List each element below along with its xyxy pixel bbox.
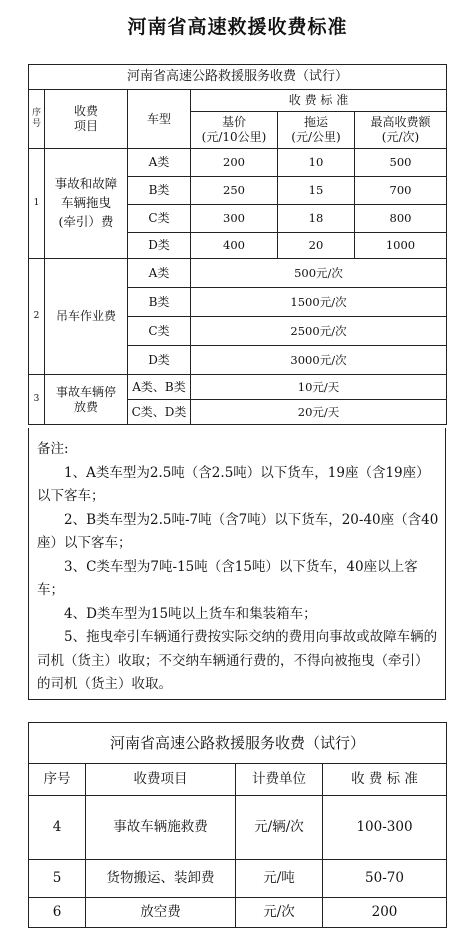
vehicle-type: B类 — [128, 177, 191, 205]
notes-section — [28, 428, 446, 700]
header-vehicle-type: 车型 — [128, 90, 191, 149]
row-no: 5 — [29, 860, 86, 898]
max-fee: 1000 — [355, 233, 447, 259]
header-item-line: 项目 — [73, 119, 98, 133]
row-fee: 100-300 — [323, 796, 447, 860]
towing-price: 20 — [278, 233, 355, 259]
row-unit: 元/次 — [236, 898, 323, 928]
crane-fee: 1500元/次 — [191, 288, 447, 317]
header-item — [45, 90, 128, 149]
max-fee: 700 — [355, 177, 447, 205]
header-unit: 计费单位 — [236, 764, 323, 796]
header-base-price — [191, 112, 278, 149]
notes-heading: 备注: — [37, 441, 69, 457]
row-no: 2 — [29, 259, 45, 375]
row-item: 货物搬运、装卸费 — [86, 860, 236, 898]
note-item: 3、C类车型为7吨-15吨（含15吨）以下货车，40座以上客车； — [37, 558, 418, 598]
fee-table-2 — [28, 722, 447, 928]
base-price: 250 — [191, 177, 278, 205]
table-row — [29, 375, 447, 400]
vehicle-type: A类 — [128, 259, 191, 288]
vehicle-type: A类 — [128, 149, 191, 177]
parking-fee: 10元/天 — [191, 375, 447, 400]
vehicle-type: D类 — [128, 346, 191, 375]
vehicle-type: C类 — [128, 317, 191, 346]
item-line: (牵引）费 — [58, 213, 114, 229]
header-fee-standard: 收 费 标 准 — [191, 90, 447, 112]
parking-fee: 20元/天 — [191, 400, 447, 425]
header-line: (元/次) — [381, 130, 420, 144]
table1-caption: 河南省高速公路救援服务收费（试行） — [29, 65, 447, 90]
vehicle-type: C类、D类 — [128, 400, 191, 425]
item-line: 事故车辆停 — [55, 384, 116, 399]
header-line: (元/10公里) — [201, 130, 267, 144]
crane-fee: 3000元/次 — [191, 346, 447, 375]
row-item: 吊车作业费 — [45, 259, 128, 375]
fee-table-1 — [28, 64, 447, 425]
table-row — [29, 259, 447, 288]
header-max-fee — [355, 112, 447, 149]
header-item: 收费项目 — [86, 764, 236, 796]
towing-price: 18 — [278, 205, 355, 233]
vehicle-type: B类 — [128, 288, 191, 317]
row-fee: 200 — [323, 898, 447, 928]
table-row — [29, 149, 447, 177]
header-line: 最高收费额 — [370, 115, 431, 129]
header-line: 拖运 — [303, 115, 328, 129]
max-fee: 800 — [355, 205, 447, 233]
crane-fee: 500元/次 — [191, 259, 447, 288]
header-no: 序号 — [29, 90, 45, 149]
base-price: 300 — [191, 205, 278, 233]
vehicle-type: D类 — [128, 233, 191, 259]
towing-price: 10 — [278, 149, 355, 177]
row-no: 4 — [29, 796, 86, 860]
note-item: 4、D类车型为15吨以上货车和集装箱车； — [64, 605, 317, 622]
row-unit: 元/辆/次 — [236, 796, 323, 860]
header-towing — [278, 112, 355, 149]
base-price: 400 — [191, 233, 278, 259]
row-fee: 50-70 — [323, 860, 447, 898]
header-line: 基价 — [221, 115, 246, 129]
item-line: 事故和故障 — [54, 176, 118, 192]
vehicle-type: C类 — [128, 205, 191, 233]
row-unit: 元/吨 — [236, 860, 323, 898]
note-item: 1、A类车型为2.5吨（含2.5吨）以下货车，19座（含19座）以下客车； — [37, 464, 430, 504]
header-line: (元/公里) — [291, 130, 341, 144]
page-title: 河南省高速救援收费标准 — [127, 16, 348, 38]
base-price: 200 — [191, 149, 278, 177]
row-item: 放空费 — [86, 898, 236, 928]
row-item — [45, 149, 128, 259]
row-item — [45, 375, 128, 425]
item-line: 放费 — [73, 399, 98, 414]
header-fee-standard: 收 费 标 准 — [323, 764, 447, 796]
note-item: 5、拖曳牵引车辆通行费按实际交纳的费用向事故或故障车辆的司机（货主）收取；不交纳车辆通行费的，不得向被拖曳（牵引）的司机（货主）收取。 — [37, 629, 438, 692]
table-row — [29, 898, 447, 928]
row-no: 3 — [29, 375, 45, 425]
item-line: 车辆拖曳 — [60, 195, 111, 211]
header-item-line: 收费 — [73, 104, 98, 118]
header-no: 序号 — [29, 764, 86, 796]
row-no: 1 — [29, 149, 45, 259]
table-row — [29, 860, 447, 898]
crane-fee: 2500元/次 — [191, 317, 447, 346]
row-no: 6 — [29, 898, 86, 928]
vehicle-type: A类、B类 — [128, 375, 191, 400]
table2-caption: 河南省高速公路救援服务收费（试行） — [29, 723, 447, 764]
max-fee: 500 — [355, 149, 447, 177]
note-item: 2、B类车型为2.5吨-7吨（含7吨）以下货车，20-40座（含40座）以下客车； — [37, 511, 439, 551]
table-row — [29, 796, 447, 860]
row-item: 事故车辆施救费 — [86, 796, 236, 860]
towing-price: 15 — [278, 177, 355, 205]
